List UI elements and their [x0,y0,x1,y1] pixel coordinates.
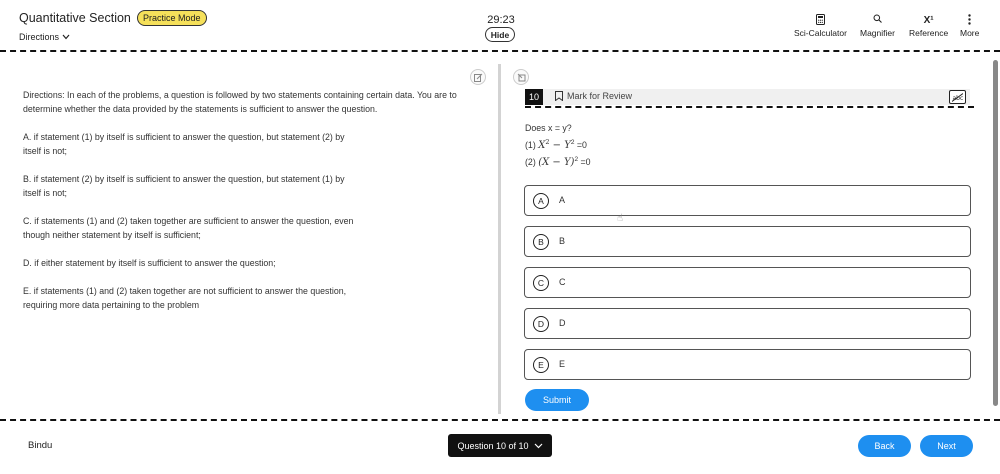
tool-label: Reference [909,28,949,38]
statement-2-prefix: (2) [525,156,539,167]
user-name: Bindu [28,440,53,451]
toolbar-divider [525,106,974,108]
statement-1-term-x: X [538,139,546,151]
option-text: C [559,277,566,287]
header-divider [0,50,1000,52]
statement-1-exp-y: 2 [570,139,575,146]
directions-pane [23,88,483,326]
option-text: D [559,318,566,328]
top-header [0,0,1000,50]
directions-toggle[interactable] [19,32,70,42]
tool-label: More [960,28,980,38]
directions-item-e: E. if statements (1) and (2) taken together are not sufficient to answer the question, requiring more data pertaining to the problem [23,286,347,310]
answer-option-c[interactable] [524,267,971,298]
statement-2 [525,153,591,170]
reference-icon: X¹ [923,15,934,26]
answer-option-b[interactable] [524,226,971,257]
tool-label: Sci-Calculator [794,28,847,38]
option-text: A [559,195,566,205]
option-letter: A [533,193,549,209]
practice-mode-badge: Practice Mode [137,10,207,26]
scrollbar[interactable] [993,60,998,406]
more-vertical-icon [960,14,979,28]
statement-1-exp-x: 2 [545,138,550,146]
edit-note-icon[interactable] [470,69,486,85]
tool-label: Magnifier [860,28,895,38]
mark-for-review-button[interactable] [555,91,632,101]
timer: 29:23 [487,14,515,26]
next-button[interactable]: Next [920,435,973,457]
back-button[interactable]: Back [858,435,911,457]
directions-item-a: A. if statement (1) by itself is sufficient to answer the question, but statement (2) by itself is not; [23,132,345,156]
chevron-down-icon [62,34,70,40]
bookmark-icon [555,91,563,101]
sci-calculator-tool[interactable] [794,14,847,38]
section-title: Quantitative Section [19,11,131,25]
question-selector-label: Question 10 of 10 [457,440,529,451]
submit-button[interactable]: Submit [525,389,589,411]
question-number: 10 [525,89,543,105]
directions-item-b: B. if statement (2) by itself is sufficient to answer the question, but statement (1) by itself is not; [23,174,345,198]
directions-item-c: C. if statements (1) and (2) taken together are sufficient to answer the question, even though neither statement by itself is sufficient; [23,216,354,240]
statement-1-minus: − [549,139,565,151]
statement-2-exp: 2 [574,155,579,163]
magnifier-tool[interactable] [860,14,895,38]
collapse-pane-icon[interactable] [513,69,529,85]
answer-option-e[interactable] [524,349,971,380]
option-text: E [559,359,566,369]
directions-label: Directions [19,32,60,42]
statement-1-prefix: (1) [525,139,539,150]
statement-1-suffix: =0 [574,139,587,150]
statement-2-suffix: =0 [578,156,591,167]
statement-2-term: (X − Y) [538,156,575,168]
option-letter: B [533,234,549,250]
option-text: B [559,236,566,246]
question-body [525,121,591,170]
more-tool[interactable] [960,14,979,38]
question-stem: Does x = y? [525,123,572,133]
magnifier-icon [860,14,895,28]
directions-item-d: D. if either statement by itself is sufficient to answer the question; [23,258,276,268]
pane-divider[interactable] [498,64,501,414]
option-letter: E [533,357,549,373]
statement-1 [525,135,591,153]
svg-text:abc: abc [952,94,963,102]
calculator-icon [794,14,847,28]
answer-option-a[interactable] [524,185,971,216]
statement-1-term-y: Y [564,139,571,151]
mouse-cursor-icon: ☝ [617,213,624,224]
strikethrough-tool-icon[interactable] [949,90,966,104]
reference-tool[interactable] [909,14,948,38]
question-selector[interactable] [448,434,552,457]
hide-timer-button[interactable]: Hide [485,27,515,42]
chevron-down-icon [534,443,543,449]
mark-for-review-label: Mark for Review [567,91,633,101]
directions-intro: Directions: In each of the problems, a question is followed by two statements containing certain data. You are to determine whether the data provided by the statements is sufficient to answer the question. [23,90,457,114]
option-letter: C [533,275,549,291]
footer-divider [0,419,1000,421]
answer-option-d[interactable] [524,308,971,339]
option-letter: D [533,316,549,332]
